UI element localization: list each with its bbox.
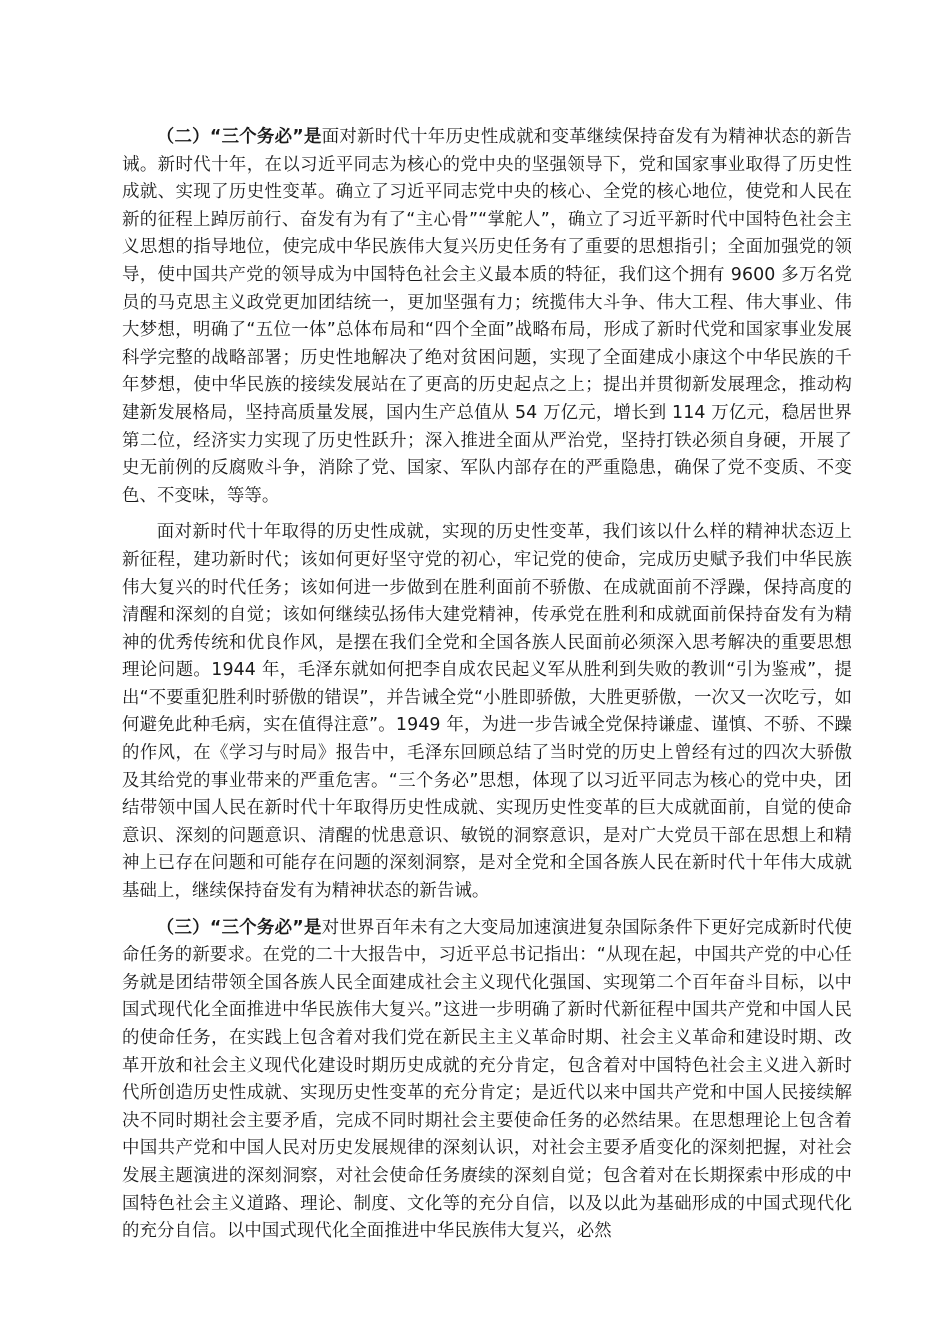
paragraph-section-three — [122, 915, 852, 1246]
section-two-body: 面对新时代十年历史性成就和变革继续保持奋发有为精神状态的新告诫。新时代十年，在以习近平同志为核心的党中央的坚强领导下，党和国家事业取得了历史性成就、实现了历史性变革。确立了习近平同志党中央的核心、全党的核心地位，使党和人民在新的征程上踔厉前行、奋发有为有了“主心骨”“掌舵人”，确立了习近平新时代中国特色社会主义思想的指导地位，使完成中华民族伟大复兴历史任务有了重要的思想指引；全面加强党的领导，使中国共产党的领导成为中国特色社会主义最本质的特征，我们这个拥有 9600 多万名党员的马克思主义政党更加团结统一，更加坚强有力；统揽伟大斗争、伟大工程、伟大事业、伟大梦想，明确了“五位一体”总体布局和“四个全面”战略布局，形成了新时代党和国家事业发展科学完整的战略部署；历史性地解决了绝对贫困问题，实现了全面建成小康这个中华民族的千年梦想，使中华民族的接续发展站在了更高的历史起点之上；提出并贯彻新发展理念，推动构建新发展格局，坚持高质量发展，国内生产总值从 54 万亿元，增长到 114 万亿元，稳居世界第二位，经济实力实现了历史性跃升；深入推进全面从严治党，坚持打铁必须自身硬，开展了史无前例的反腐败斗争，消除了党、国家、军队内部存在的严重隐患，确保了党不变质、不变色、不变味，等等。 — [122, 127, 852, 506]
section-two-heading: （二）“三个务必”是 — [156, 127, 322, 147]
paragraph-section-two — [122, 124, 852, 510]
section-three-heading: （三）“三个务必”是 — [156, 917, 322, 938]
document-page — [122, 124, 852, 1255]
paragraph-body-continuation — [122, 519, 852, 905]
continuation-body: 面对新时代十年取得的历史性成就，实现的历史性变革，我们该以什么样的精神状态迈上新征程，建功新时代；该如何更好坚守党的初心，牢记党的使命，完成历史赋予我们中华民族伟大复兴的时代任务；该如何进一步做到在胜利面前不骄傲、在成就面前不浮躁，保持高度的清醒和深刻的自觉；该如何继续弘扬伟大建党精神，传承党在胜利和成就面前保持奋发有为精神的优秀传统和优良作风，是摆在我们全党和全国各族人民面前必须深入思考解决的重要思想理论问题。1944 年，毛泽东就如何把李自成农民起义军从胜利到失败的教训“引为鉴戒”，提出“不要重犯胜利时骄傲的错误”，并告诫全党“小胜即骄傲，大胜更骄傲，一次又一次吃亏，如何避免此种毛病，实在值得注意”。1949 年，为进一步告诫全党保持谦虚、谨慎、不骄、不躁的作风，在《学习与时局》报告中，毛泽东回顾总结了当时党的历史上曾经有过的四次大骄傲及其给党的事业带来的严重危害。“三个务必”思想，体现了以习近平同志为核心的党中央，团结带领中国人民在新时代十年取得历史性成就、实现历史性变革的巨大成就面前，自觉的使命意识、深刻的问题意识、清醒的忧患意识、敏锐的洞察意识，是对广大党员干部在思想上和精神上已存在问题和可能存在问题的深刻洞察，是对全党和全国各族人民在新时代十年伟大成就基础上，继续保持奋发有为精神状态的新告诫。 — [122, 522, 852, 902]
section-three-body: 对世界百年未有之大变局加速演进复杂国际条件下更好完成新时代使命任务的新要求。在党的二十大报告中，习近平总书记指出：“从现在起，中国共产党的中心任务就是团结带领全国各族人民全面建成社会主义现代化强国、实现第二个百年奋斗目标，以中国式现代化全面推进中华民族伟大复兴。”这进一步明确了新时代新征程中国共产党和中国人民的使命任务，在实践上包含着对我们党在新民主主义革命时期、社会主义革命和建设时期、改革开放和社会主义现代化建设时期历史成就的充分肯定，包含着对中国特色社会主义进入新时代所创造历史性成就、实现历史性变革的充分肯定；是近代以来中国共产党和中国人民接续解决不同时期社会主要矛盾，完成不同时期社会主要使命任务的必然结果。在思想理论上包含着中国共产党和中国人民对历史发展规律的深刻认识，对社会主要矛盾变化的深刻把握，对社会发展主题演进的深刻洞察，对社会使命任务赓续的深刻自觉；包含着对在长期探索中形成的中国特色社会主义道路、理论、制度、文化等的充分自信，以及以此为基础形成的中国式现代化的充分自信。以中国式现代化全面推进中华民族伟大复兴，必然 — [122, 917, 852, 1242]
